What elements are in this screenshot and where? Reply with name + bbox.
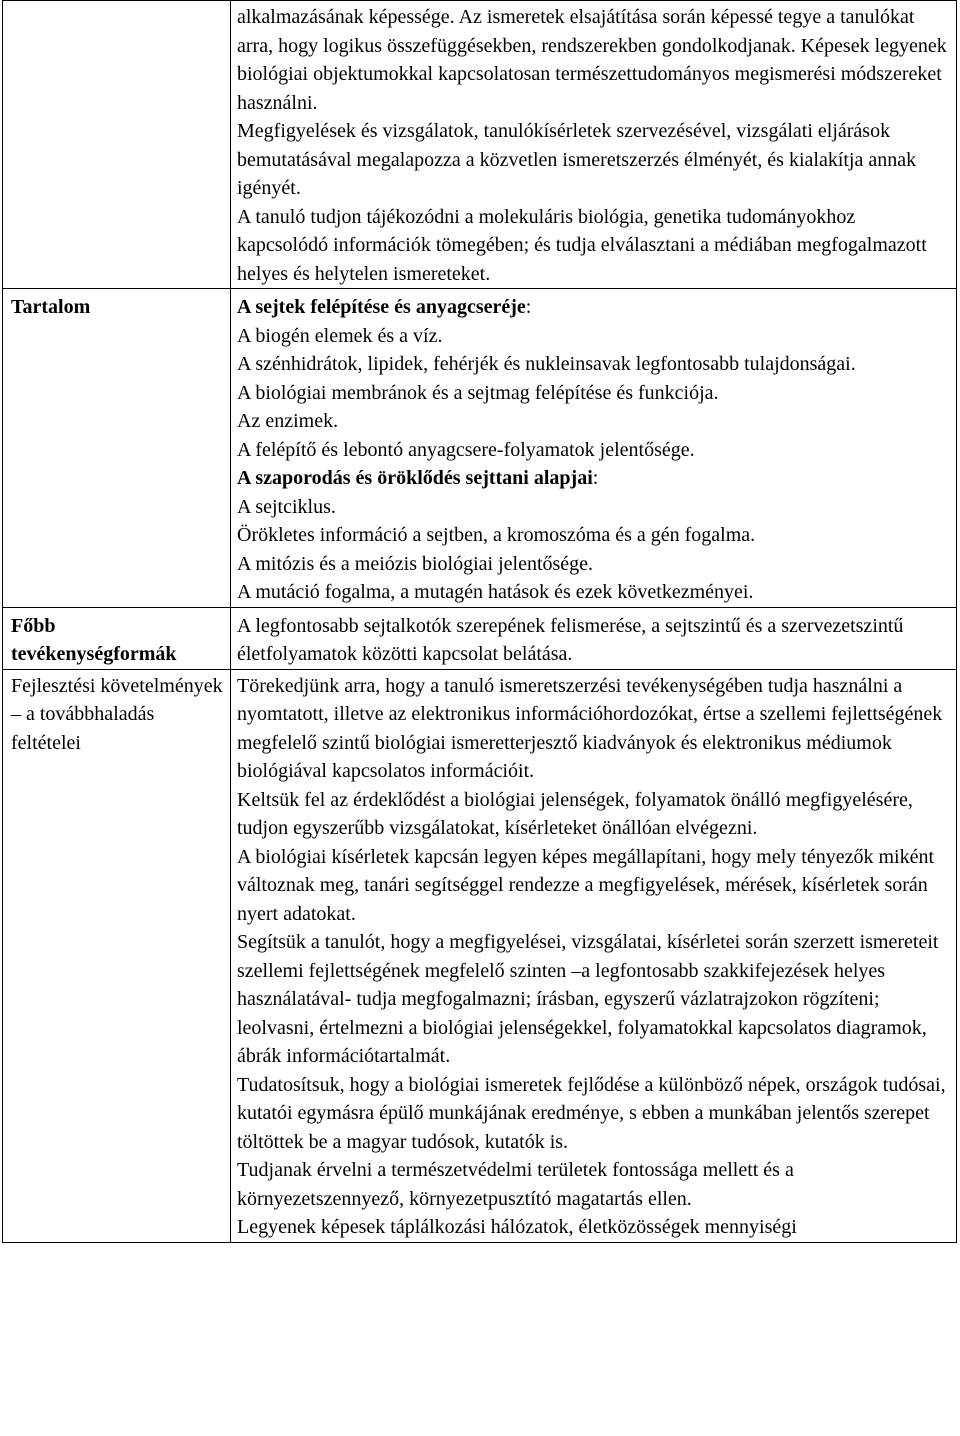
requirement-paragraph: Tudjanak érvelni a természetvédelmi területek fontossága mellett és a környezetszennyező, környezetpusztító magatartás ellen. xyxy=(237,1159,794,1210)
activities-row xyxy=(3,607,957,669)
requirements-label: Fejlesztési követelmények – a továbbhaladás feltételei xyxy=(3,669,231,1242)
requirement-paragraph: Törekedjünk arra, hogy a tanuló ismeretszerzési tevékenységében tudja használni a nyomtatott, illetve az elektronikus információhordozókat, értse a szellemi fejlettségének megfelelő szintű biológiai ismeretterjesztő kiadványok és elektronikus médiumok biológiával kapcsolatos információit. xyxy=(237,674,943,782)
activities-label: Főbb tevékenységformák xyxy=(3,607,231,669)
section-heading-cell-biology xyxy=(237,293,950,322)
intro-label-cell xyxy=(3,1,231,289)
content-item: A mitózis és a meiózis biológiai jelentősége. xyxy=(237,552,594,575)
intro-row xyxy=(3,1,957,289)
requirement-paragraph: A biológiai kísérletek kapcsán legyen képes megállapítani, hogy mely tényezők miként változnak meg, tanári segítséggel rendezze a megfigyelések, mérések, kísérletek során nyert adatokat. xyxy=(237,845,935,925)
intro-paragraph: A tanuló tudjon tájékozódni a molekuláris biológia, genetika tudományokhoz kapcsolódó információk tömegében; és tudja elválasztani a médiában megfogalmazott helyes és helytelen ismereteket. xyxy=(237,205,927,285)
content-item: A biológiai membránok és a sejtmag felépítése és funkciója. xyxy=(237,381,719,404)
content-item: Az enzimek. xyxy=(237,410,339,432)
content-item: A szénhidrátok, lipidek, fehérjék és nukleinsavak legfontosabb tulajdonságai. xyxy=(237,353,856,375)
section-heading-colon: : xyxy=(525,296,532,318)
content-item: A biogén elemek és a víz. xyxy=(237,324,443,347)
content-item: A mutáció fogalma, a mutagén hatások és ezek következményei. xyxy=(237,581,754,603)
requirement-paragraph: Tudatosítsuk, hogy a biológiai ismeretek fejlődése a különböző népek, országok tudósai, kutatói egymásra épülő munkájának eredménye, s ebben a munkában jelentős szerepet töltöttek be a magyar tudósok, kutatók is. xyxy=(237,1073,946,1153)
section-heading-text: A sejtek felépítése és anyagcseréje xyxy=(237,296,526,318)
requirement-paragraph: Legyenek képesek táplálkozási hálózatok, életközösségek mennyiségi xyxy=(237,1216,797,1238)
activities-cell xyxy=(231,607,957,669)
section-heading-text: A szaporodás és öröklődés sejttani alapjai xyxy=(237,467,593,489)
content-row xyxy=(3,289,957,608)
content-label: Tartalom xyxy=(3,289,231,608)
section-heading-colon: : xyxy=(592,467,599,489)
section-heading-heredity xyxy=(237,464,950,493)
intro-paragraph: alkalmazásának képessége. Az ismeretek elsajátítása során képessé tegye a tanulókat arra, hogy logikus összefüggésekben, rendszerekben gondolkodjanak. Képesek legyenek biológiai objektumokkal kapcsolatosan természettudományos megismerési módszereket használni. xyxy=(237,6,947,114)
intro-content-cell xyxy=(231,1,957,289)
requirements-row xyxy=(3,669,957,1242)
content-item: A felépítő és lebontó anyagcsere-folyamatok jelentősége. xyxy=(237,438,695,461)
content-cell xyxy=(231,289,957,608)
requirements-cell xyxy=(231,669,957,1242)
curriculum-table xyxy=(2,0,957,1243)
requirement-paragraph: Keltsük fel az érdeklődést a biológiai jelenségek, folyamatok önálló megfigyelésére, tudjon egyszerűbb vizsgálatokat, kísérleteket önállóan elvégezni. xyxy=(237,788,913,839)
requirement-paragraph: Segítsük a tanulót, hogy a megfigyelései, vizsgálatai, kísérletei során szerzett ismereteit szellemi fejlettségének megfelelő szinten –a legfontosabb szakkifejezések helyes használatával- tudja megfogalmazni; írásban, egyszerű vázlatrajzokon rögzíteni; leolvasni, értelmezni a biológiai jelenségekkel, folyamatokkal kapcsolatos diagramok, ábrák információtartalmát. xyxy=(237,931,939,1067)
intro-paragraph: Megfigyelések és vizsgálatok, tanulókísérletek szervezésével, vizsgálati eljárások bemutatásával megalapozza a közvetlen ismeretszerzés élményét, és kialakítja annak igényét. xyxy=(237,120,917,199)
activities-text: A legfontosabb sejtalkotók szerepének felismerése, a sejtszintű és a szervezetszintű életfolyamatok közötti kapcsolat belátása. xyxy=(237,614,904,665)
content-item: Örökletes információ a sejtben, a kromoszóma és a gén fogalma. xyxy=(237,524,756,546)
content-item: A sejtciklus. xyxy=(237,495,336,518)
